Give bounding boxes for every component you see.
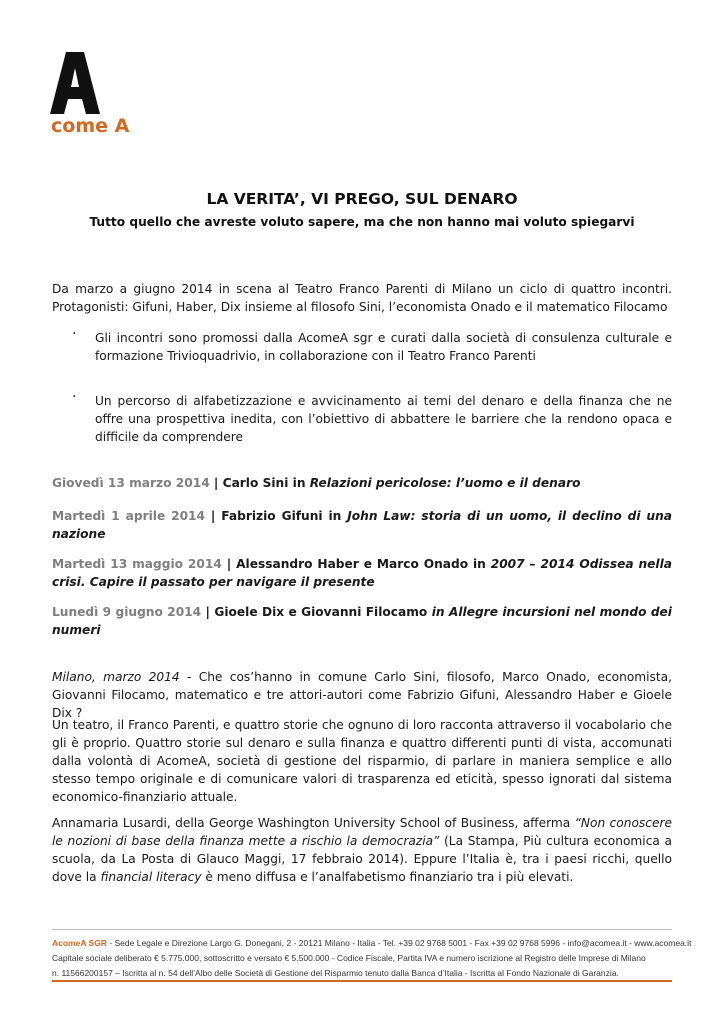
body-paragraph-3 (52, 814, 672, 886)
paragraph-text: (La Stampa, Più cultura economica a scuola, da La Posta di Glauco Maggi, 17 febbraio 2014). Eppure l’Italia è, tra i paesi ricchi, quello dove la (52, 834, 672, 884)
footer-line-1 (52, 936, 692, 951)
document-subtitle: Tutto quello che avreste voluto sapere, ma che non hanno mai voluto spiegarvi (89, 215, 635, 229)
event-item (52, 507, 672, 543)
logo-word-suffix: A (114, 115, 130, 137)
bullet-icon: · (72, 389, 77, 405)
bullet-icon: · (72, 326, 77, 342)
event-title: in Allegre incursioni nel mondo dei numeri (52, 605, 672, 637)
footer-line-2: Capitale sociale deliberato € 5.775.000, sottoscritto e versato € 5.500.000 - Codice Fiscale, Partita IVA e numero iscrizione al Registro delle Imprese di Milano (52, 953, 646, 963)
acomea-logo (50, 52, 132, 142)
bullet-text: Un percorso di alfabetizzazione e avvicinamento ai temi del denaro e della finanza che ne offre una prospettiva inedita, con l’obiettivo di abbattere le barriere che la rendono opaca e difficile da comprendere (95, 394, 672, 444)
footer-brand: AcomeA SGR (52, 938, 107, 948)
bullet-item (52, 326, 672, 365)
event-separator: | (201, 605, 215, 619)
event-date: Giovedì 13 marzo 2014 (52, 476, 210, 490)
body-paragraph-1 (52, 668, 672, 722)
footer-line-3: n. 11566200157 – Iscritta al n. 54 dell’Albo delle Società di Gestione del Risparmio tenuto dalla Banca d’Italia - Iscritta al Fondo Nazionale di Garanzia. (52, 968, 619, 978)
event-title: John Law: storia di un uomo, il declino di una nazione (52, 509, 672, 541)
event-item (52, 474, 672, 492)
event-date: Martedì 13 maggio 2014 (52, 557, 222, 571)
footer-accent-bar (52, 980, 672, 982)
quote-text: “Non conoscere le nozioni di base della finanza mette a rischio la democrazia” (52, 816, 672, 848)
event-date: Lunedì 9 giugno 2014 (52, 605, 202, 619)
footer-divider (52, 929, 672, 930)
event-separator: | (209, 476, 223, 490)
event-title: 2007 – 2014 Odissea nella crisi. Capire il passato per navigare il presente (52, 557, 673, 589)
event-performer: Alessandro Haber e Marco Onado in (236, 557, 491, 571)
paragraph-text: - Che cos’hanno in comune Carlo Sini, filosofo, Marco Onado, economista, Giovanni Filocamo, matematico e tre attori-autori come Fabrizio Gifuni, Alessandro Haber e Gioele Dix ? (52, 670, 673, 720)
body-paragraph-2: Un teatro, il Franco Parenti, e quattro storie che ognuno di loro racconta attraverso il vocabolario che gli è proprio. Quattro storie sul denaro e sulla finanza e quattro differenti punti di vista, accomunati dalla volontà di AcomeA, società di gestione del risparmio, di parlare in maniera semplice e allo stesso tempo originale e di comunicare valori di trasparenza ed eticità, spesso ignorati dal sistema economico-finanziario attuale. (52, 718, 672, 804)
event-date: Martedì 1 aprile 2014 (52, 509, 206, 523)
event-item (52, 603, 672, 639)
event-performer: Carlo Sini in (222, 476, 310, 490)
bullet-item (52, 389, 672, 446)
bullet-text: Gli incontri sono promossi dalla AcomeA sgr e curati dalla società di consulenza culturale e formazione Trivioquadrivio, in collaborazione con il Teatro Franco Parenti (95, 331, 672, 363)
logo-wordmark (51, 115, 129, 137)
footer-address: - Sede Legale e Direzione Largo G. Donegani, 2 - 20121 Milano - Italia - Tel. +39 02 9768 5001 - Fax +39 02 9768 5996 - info@acomea.it - www.acomea.it (106, 938, 692, 948)
paragraph-text: è meno diffusa e l’analfabetismo finanziario tra i più elevati. (201, 870, 574, 884)
paragraph-text: Annamaria Lusardi, della George Washington University School of Business, afferma (52, 816, 575, 830)
event-item (52, 555, 672, 591)
event-performer: Fabrizio Gifuni in (221, 509, 348, 523)
event-separator: | (221, 557, 237, 571)
term-text: financial literacy (100, 870, 202, 884)
place-date: Milano, marzo 2014 (52, 670, 180, 684)
event-title: Relazioni pericolose: l’uomo e il denaro (309, 476, 581, 490)
event-performer: Gioele Dix e Giovanni Filocamo (214, 605, 432, 619)
logo-a-glyph (50, 52, 100, 114)
company-footer (52, 936, 692, 981)
event-separator: | (205, 509, 222, 523)
intro-paragraph: Da marzo a giugno 2014 in scena al Teatro Franco Parenti di Milano un ciclo di quattro incontri. Protagonisti: Gifuni, Haber, Dix insieme al filosofo Sini, l’economista Onado e il matematico Filocamo (52, 282, 672, 314)
document-title: LA VERITA’, VI PREGO, SUL DENARO (206, 190, 518, 208)
logo-word: come (51, 115, 108, 137)
